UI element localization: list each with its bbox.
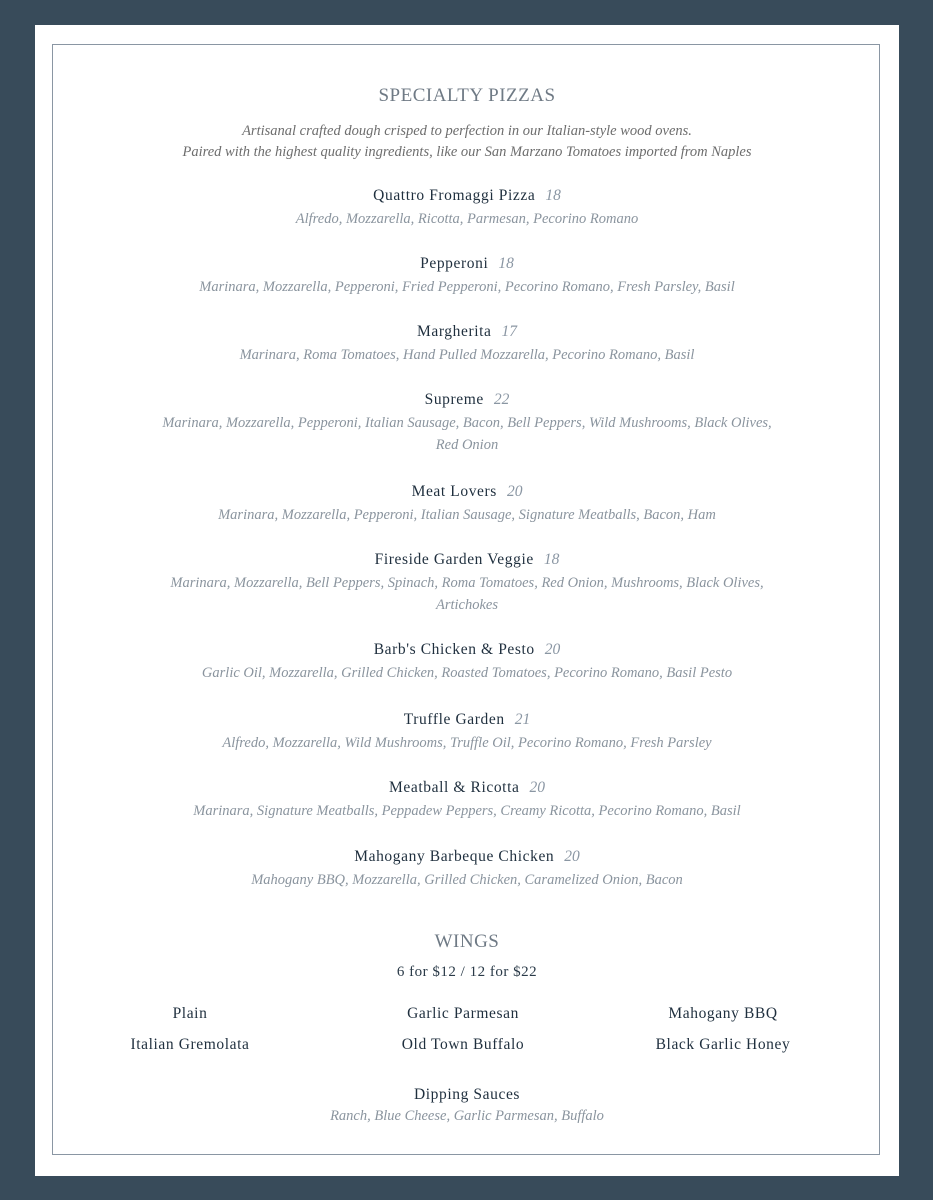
dipping-sauces-title: Dipping Sauces <box>413 1086 521 1103</box>
pizza-name: Meatball & Ricotta <box>389 779 520 796</box>
specialty-pizzas-title: SPECIALTY PIZZAS <box>378 85 556 106</box>
wing-flavor: Old Town Buffalo <box>401 1036 525 1053</box>
pizza-description: Marinara, Mozzarella, Pepperoni, Fried Pepperoni, Pecorino Romano, Fresh Parsley, Basil <box>199 279 735 295</box>
wing-flavor: Black Garlic Honey <box>655 1036 791 1053</box>
wing-flavor: Italian Gremolata <box>130 1036 250 1053</box>
pizza-name: Fireside Garden Veggie <box>374 551 534 568</box>
pizza-description: Mahogany BBQ, Mozzarella, Grilled Chicken, Caramelized Onion, Bacon <box>251 872 683 888</box>
pizza-item <box>35 846 899 891</box>
pizza-price: 20 <box>529 779 545 796</box>
pizza-description: Marinara, Signature Meatballs, Peppadew Peppers, Creamy Ricotta, Pecorino Romano, Basil <box>193 803 741 819</box>
pizza-item <box>35 321 899 366</box>
wing-flavor: Mahogany BBQ <box>668 1005 778 1022</box>
pizza-price: 20 <box>544 641 561 658</box>
pizza-name: Truffle Garden <box>403 711 505 728</box>
pizza-description: Garlic Oil, Mozzarella, Grilled Chicken, Roasted Tomatoes, Pecorino Romano, Basil Pesto <box>201 665 733 681</box>
pizza-item <box>35 389 899 456</box>
pizza-price: 18 <box>545 187 561 204</box>
intro-line-1: Artisanal crafted dough crisped to perfection in our Italian-style wood ovens. <box>242 123 692 139</box>
pizza-item <box>35 639 899 684</box>
pizza-price: 17 <box>501 323 518 340</box>
pizza-description: Alfredo, Mozzarella, Wild Mushrooms, Truffle Oil, Pecorino Romano, Fresh Parsley <box>222 735 712 751</box>
intro-line-2: Paired with the highest quality ingredients, like our San Marzano Tomatoes imported from Naples <box>182 144 752 160</box>
pizza-price: 22 <box>493 391 510 408</box>
pizza-item <box>35 709 899 754</box>
dipping-sauces <box>35 1084 899 1127</box>
pizza-item <box>35 481 899 526</box>
pizza-price: 18 <box>543 551 560 568</box>
pizza-item <box>35 185 899 230</box>
pizza-price: 21 <box>514 711 531 728</box>
pizza-description: Marinara, Mozzarella, Bell Peppers, Spinach, Roma Tomatoes, Red Onion, Mushrooms, Black Olives, Artichokes <box>170 575 764 613</box>
pizza-name: Pepperoni <box>420 255 489 272</box>
pizza-name: Quattro Fromaggi Pizza <box>373 187 536 204</box>
pizza-item <box>35 777 899 822</box>
dipping-sauces-list: Ranch, Blue Cheese, Garlic Parmesan, Buffalo <box>330 1108 604 1124</box>
pizza-description: Marinara, Roma Tomatoes, Hand Pulled Mozzarella, Pecorino Romano, Basil <box>239 347 695 363</box>
pizza-item <box>35 549 899 616</box>
menu-page <box>35 25 899 1176</box>
pizza-description: Marinara, Mozzarella, Pepperoni, Italian Sausage, Signature Meatballs, Bacon, Ham <box>218 507 716 523</box>
pizza-name: Meat Lovers <box>411 483 497 500</box>
wings-title: WINGS <box>434 931 500 952</box>
pizza-name: Margherita <box>416 323 492 340</box>
pizza-description: Marinara, Mozzarella, Pepperoni, Italian Sausage, Bacon, Bell Peppers, Wild Mushrooms, Black Olives, Red Onion <box>162 415 772 453</box>
wing-flavor: Garlic Parmesan <box>407 1005 519 1022</box>
pizza-price: 20 <box>564 848 580 865</box>
pizza-item <box>35 253 899 298</box>
wings-price-line: 6 for $12 / 12 for $22 <box>396 964 538 980</box>
pizza-name: Mahogany Barbeque Chicken <box>354 848 555 865</box>
wing-flavor: Plain <box>172 1005 208 1022</box>
pizzas-intro <box>35 121 899 163</box>
pizza-price: 20 <box>506 483 523 500</box>
pizza-name: Barb's Chicken & Pesto <box>373 641 535 658</box>
pizza-name: Supreme <box>424 391 484 408</box>
pizza-description: Alfredo, Mozzarella, Ricotta, Parmesan, Pecorino Romano <box>295 211 639 227</box>
pizza-price: 18 <box>498 255 514 272</box>
